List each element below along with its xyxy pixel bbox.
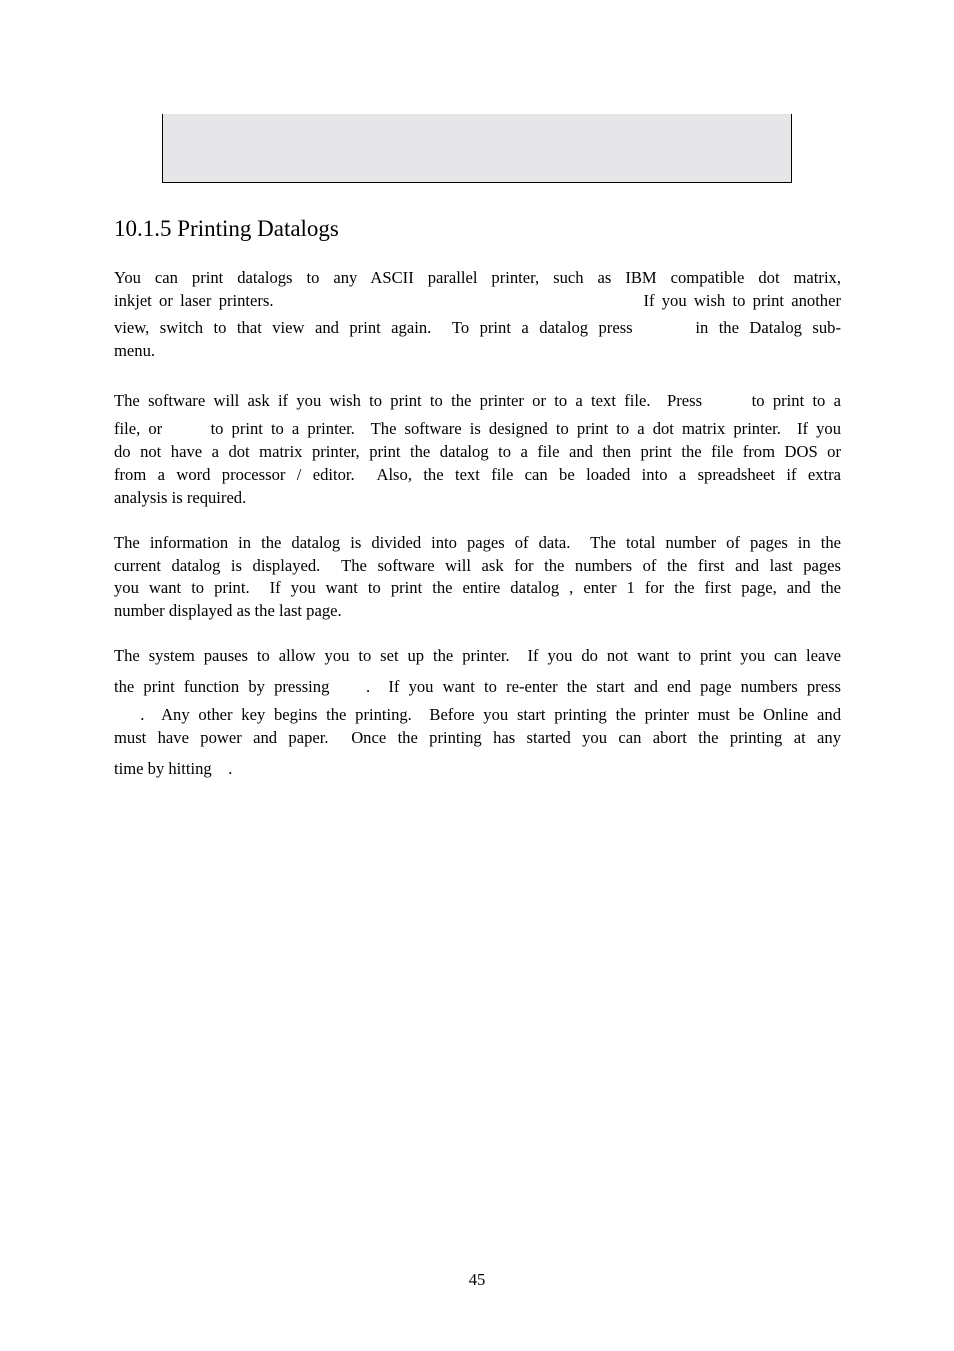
paragraph-2-line-3: do not have a dot matrix printer, print the datalog to a file and then print the file from DOS or	[114, 442, 841, 461]
page-number: 45	[468, 1270, 486, 1289]
paragraph-2-line-5: analysis is required.	[114, 488, 247, 507]
paragraph-3-line-2: current datalog is displayed. The software will ask for the numbers of the first and last pages	[114, 556, 841, 575]
paragraph-4-line-1: The system pauses to allow you to set up the printer. If you do not want to print you can leave	[114, 646, 841, 665]
paragraph-1-line-2: inkjet or laser printers. If you wish to print another	[114, 291, 841, 310]
paragraph-1-line-3: view, switch to that view and print again. To print a datalog press in the Datalog sub-	[114, 318, 841, 337]
paragraph-2-line-1: The software will ask if you wish to print to the printer or to a text file. Press to print to a	[114, 391, 841, 410]
paragraph-2-line-2: file, or to print to a printer. The software is designed to print to a dot matrix printer. If you	[114, 419, 841, 438]
note-box	[162, 114, 792, 183]
paragraph-1-line-1: You can print datalogs to any ASCII parallel printer, such as IBM compatible dot matrix,	[114, 268, 841, 287]
section-heading: 10.1.5 Printing Datalogs	[114, 216, 339, 241]
paragraph-4-line-2: the print function by pressing . If you want to re-enter the start and end page numbers press	[114, 677, 841, 696]
paragraph-1-line-4: menu.	[114, 341, 156, 360]
paragraph-2-line-4: from a word processor / editor. Also, the text file can be loaded into a spreadsheet if extra	[114, 465, 841, 484]
paragraph-3-line-3: you want to print. If you want to print the entire datalog , enter 1 for the first page, and the	[114, 578, 841, 597]
paragraph-4-line-5: time by hitting .	[114, 759, 233, 778]
paragraph-3-line-4: number displayed as the last page.	[114, 601, 342, 620]
paragraph-4-line-3: . Any other key begins the printing. Before you start printing the printer must be Online and	[114, 705, 841, 724]
paragraph-4-line-4: must have power and paper. Once the printing has started you can abort the printing at any	[114, 728, 841, 747]
paragraph-3-line-1: The information in the datalog is divided into pages of data. The total number of pages in the	[114, 533, 841, 552]
